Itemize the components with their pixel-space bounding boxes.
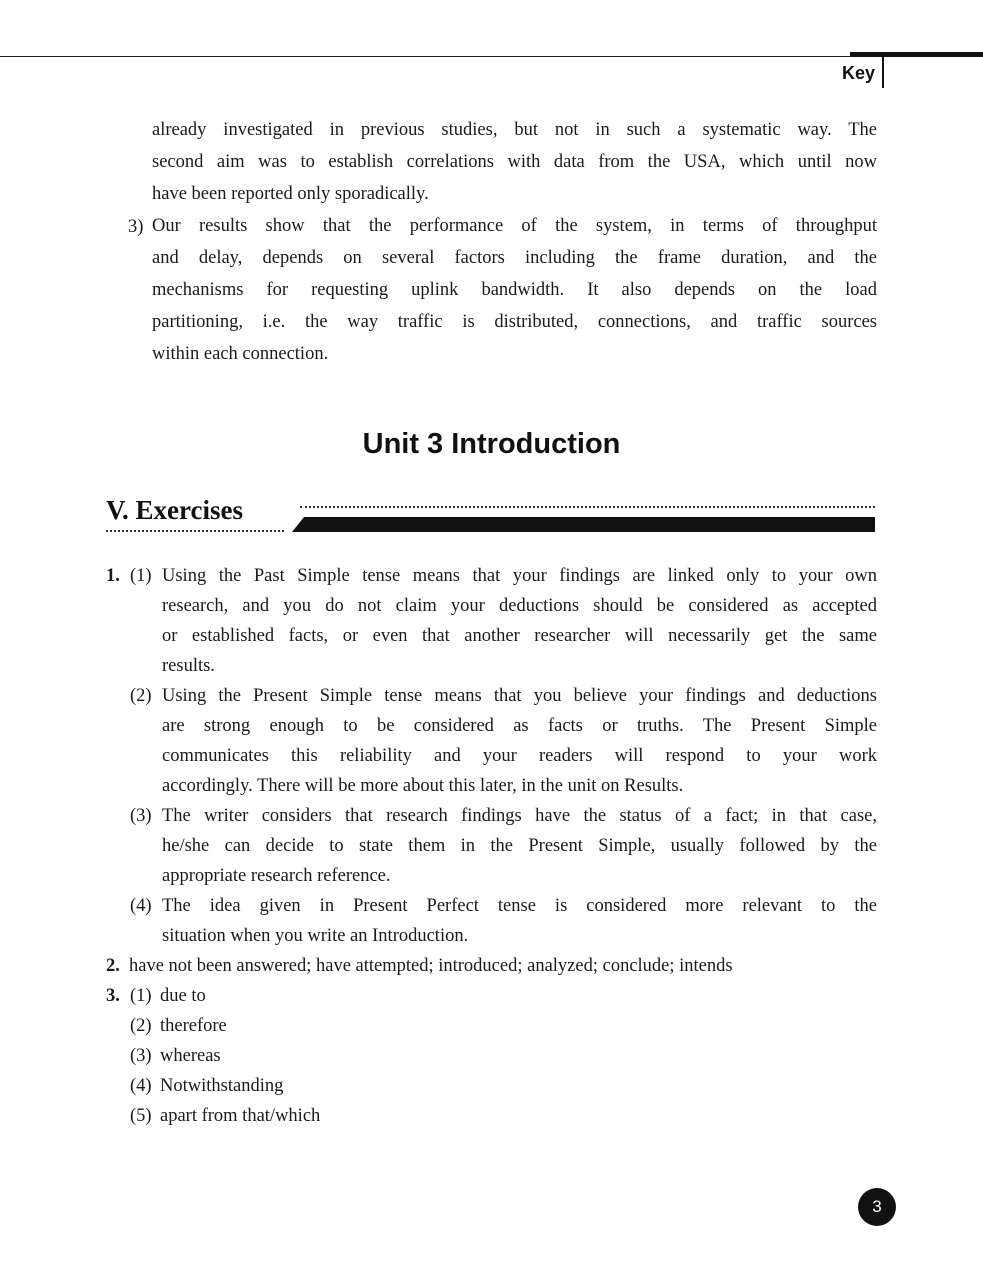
answer-3-item: whereas: [160, 1046, 221, 1066]
text-line: mechanisms for requesting uplink bandwidth. It also depends on the load: [152, 280, 877, 300]
header-accent-bar: [850, 52, 983, 57]
answer-3-item: apart from that/which: [160, 1106, 321, 1126]
text-line: The idea given in Present Perfect tense is considered more relevant to the: [162, 896, 877, 916]
heading-dotted-underline: [106, 530, 284, 532]
text-line: research, and you do not claim your deductions should be considered as accepted: [162, 596, 877, 616]
question-number: 3.: [106, 986, 120, 1006]
item-number: 3): [128, 217, 144, 237]
answer-3-item: therefore: [160, 1016, 227, 1036]
item-label: (4): [130, 896, 152, 916]
unit-title: Unit 3 Introduction: [362, 428, 621, 460]
answer-1-4: [162, 891, 877, 951]
answer-1-2: [162, 681, 877, 801]
text-line: appropriate research reference.: [162, 866, 391, 886]
text-line: communicates this reliability and your readers will respond to your work: [162, 746, 877, 766]
text-line: partitioning, i.e. the way traffic is distributed, connections, and traffic sources: [152, 312, 877, 332]
answer-3-item: due to: [160, 986, 206, 1006]
item-label: (3): [130, 806, 152, 826]
running-header-key: Key: [842, 63, 876, 83]
item-label: (2): [130, 1016, 152, 1036]
text-line: situation when you write an Introduction.: [162, 926, 469, 946]
text-line: he/she can decide to state them in the Present Simple, usually followed by the: [162, 836, 877, 856]
item-label: (4): [130, 1076, 152, 1096]
continued-paragraph: [152, 114, 877, 210]
text-line: already investigated in previous studies, but not in such a systematic way. The: [152, 120, 877, 140]
text-line: Using the Past Simple tense means that your findings are linked only to your own: [162, 566, 877, 586]
item-3-paragraph: [152, 210, 877, 370]
text-line: and delay, depends on several factors including the frame duration, and the: [152, 248, 877, 268]
heading-dotted-rule: [300, 506, 875, 508]
section-heading: V. Exercises: [106, 495, 243, 525]
header-rule: [0, 56, 983, 57]
text-line: The writer considers that research findings have the status of a fact; in that case,: [162, 806, 877, 826]
text-line: are strong enough to be considered as facts or truths. The Present Simple: [162, 716, 877, 736]
item-label: (5): [130, 1106, 152, 1126]
text-line: Using the Present Simple tense means that you believe your findings and deductions: [162, 686, 877, 706]
text-line: second aim was to establish correlations with data from the USA, which until now: [152, 152, 877, 172]
item-label: (1): [130, 566, 152, 586]
header-divider: [882, 57, 884, 88]
question-number: 2.: [106, 956, 120, 976]
page-number-badge: 3: [858, 1188, 896, 1226]
heading-black-bar: [292, 517, 875, 532]
item-label: (1): [130, 986, 152, 1006]
text-line: accordingly. There will be more about this later, in the unit on Results.: [162, 776, 684, 796]
answer-3-item: Notwithstanding: [160, 1076, 284, 1096]
item-label: (2): [130, 686, 152, 706]
answer-1-3: [162, 801, 877, 891]
text-line: Our results show that the performance of the system, in terms of throughput: [152, 216, 877, 236]
text-line: results.: [162, 656, 215, 676]
text-line: have been reported only sporadically.: [152, 184, 429, 204]
text-line: or established facts, or even that another researcher will necessarily get the same: [162, 626, 877, 646]
text-line: within each connection.: [152, 344, 329, 364]
answer-2: have not been answered; have attempted; introduced; analyzed; conclude; intends: [129, 956, 733, 976]
question-number: 1.: [106, 566, 120, 586]
item-label: (3): [130, 1046, 152, 1066]
answer-1-1: [162, 561, 877, 681]
